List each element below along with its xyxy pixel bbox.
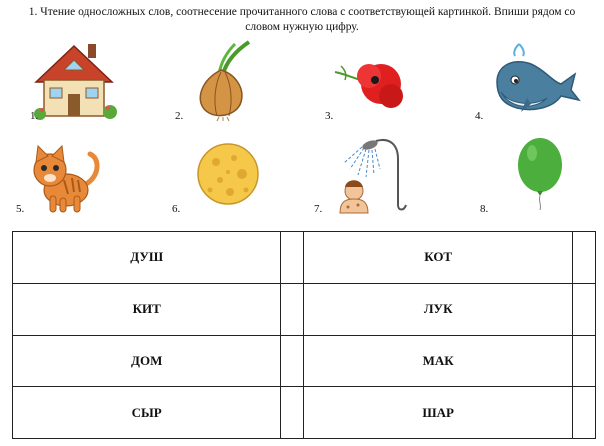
answer-cell[interactable] bbox=[281, 232, 304, 284]
answer-cell[interactable] bbox=[572, 335, 595, 387]
answer-cell[interactable] bbox=[281, 387, 304, 439]
picture-cell-7 bbox=[314, 135, 454, 225]
word-cell-syr: СЫР bbox=[13, 387, 281, 439]
balloon-icon bbox=[480, 135, 570, 210]
picture-cell-2 bbox=[175, 40, 315, 130]
table-row bbox=[13, 335, 596, 387]
word-cell-dom: ДОМ bbox=[13, 335, 281, 387]
poppy-icon bbox=[325, 40, 415, 122]
picture-number: 2. bbox=[175, 110, 184, 122]
picture-cell-8 bbox=[480, 135, 604, 225]
picture-cell-5 bbox=[16, 140, 156, 230]
table-row bbox=[13, 387, 596, 439]
house-icon bbox=[30, 40, 120, 122]
word-cell-dush: ДУШ bbox=[13, 232, 281, 284]
picture-number: 6. bbox=[172, 203, 181, 215]
picture-cell-4 bbox=[475, 40, 604, 130]
word-cell-shar: ШАР bbox=[304, 387, 572, 439]
picture-number: 4. bbox=[475, 110, 484, 122]
picture-cell-1 bbox=[30, 40, 170, 130]
words-table bbox=[12, 231, 596, 439]
word-cell-luk: ЛУК bbox=[304, 283, 572, 335]
picture-number: 1. bbox=[30, 110, 39, 122]
answer-cell[interactable] bbox=[281, 335, 304, 387]
picture-number: 7. bbox=[314, 203, 323, 215]
word-cell-mak: МАК bbox=[304, 335, 572, 387]
picture-number: 5. bbox=[16, 203, 25, 215]
shower-icon bbox=[314, 135, 414, 215]
task-instruction bbox=[8, 5, 596, 34]
cat-icon bbox=[16, 140, 106, 215]
word-cell-kot: КОТ bbox=[304, 232, 572, 284]
task-line-2: словом нужную цифру. bbox=[245, 20, 359, 33]
picture-cell-6 bbox=[172, 140, 312, 230]
task-line-1: 1. Чтение односложных слов, соотнесение прочитанного слова с соответствующей картинкой. Впиши рядом со bbox=[28, 6, 576, 18]
table-row bbox=[13, 232, 596, 284]
word-cell-kit: КИТ bbox=[13, 283, 281, 335]
cheese-icon bbox=[172, 140, 262, 215]
answer-cell[interactable] bbox=[572, 387, 595, 439]
answer-cell[interactable] bbox=[572, 232, 595, 284]
picture-cell-3 bbox=[325, 40, 465, 130]
onion-icon bbox=[175, 40, 265, 122]
answer-cell[interactable] bbox=[281, 283, 304, 335]
whale-icon bbox=[475, 40, 585, 122]
picture-number: 8. bbox=[480, 203, 489, 215]
picture-number: 3. bbox=[325, 110, 334, 122]
table-row bbox=[13, 283, 596, 335]
answer-cell[interactable] bbox=[572, 283, 595, 335]
